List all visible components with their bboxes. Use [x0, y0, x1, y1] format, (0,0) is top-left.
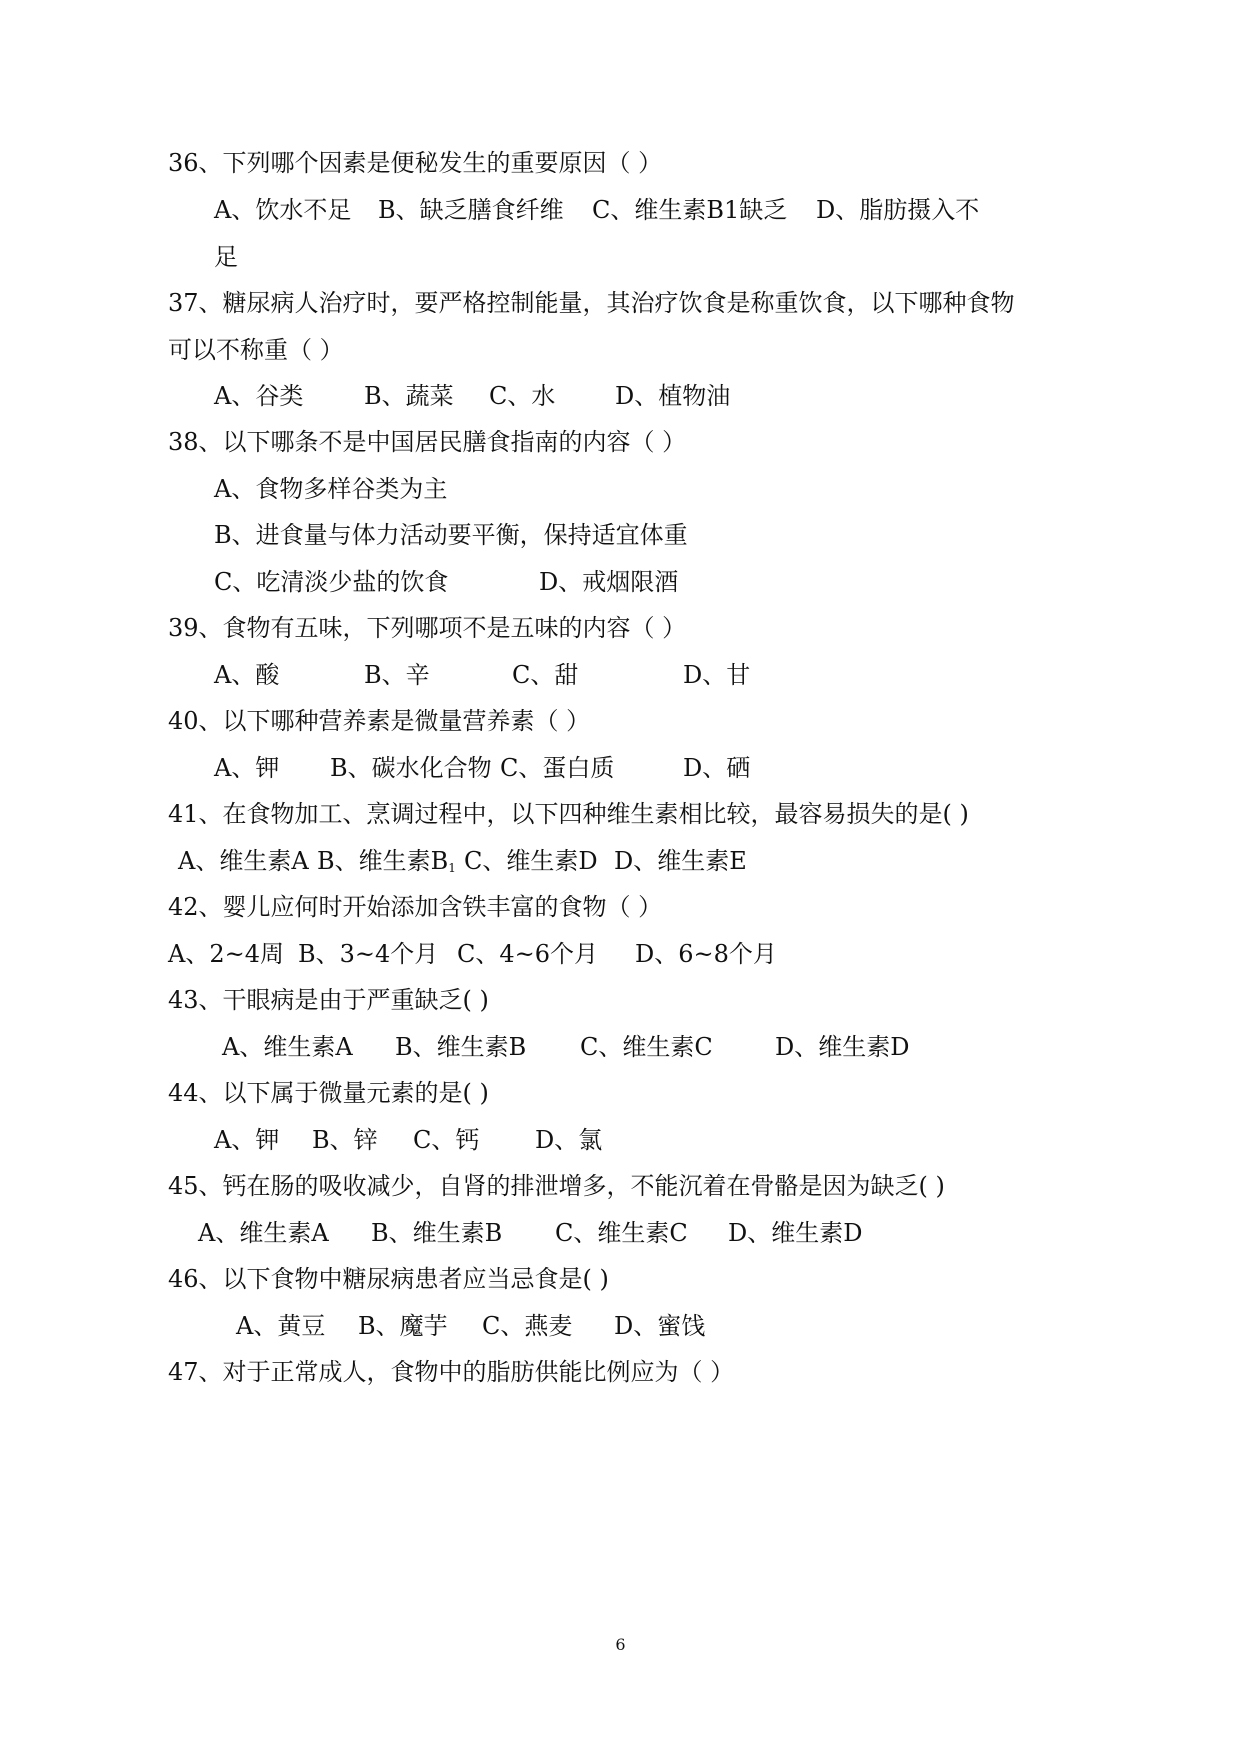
option-a: A、酸: [214, 661, 280, 689]
question-43: 43、干眼病是由于严重缺乏( ): [168, 986, 489, 1014]
option-c: C、维生素C: [580, 1033, 713, 1061]
option-c: C、燕麦: [482, 1312, 573, 1340]
option-d: D、戒烟限酒: [539, 568, 679, 596]
option-b: B、3~4个月: [298, 940, 439, 968]
question-44: 44、以下属于微量元素的是( ): [168, 1079, 489, 1107]
option-a: A、维生素A: [222, 1033, 353, 1061]
option-b: B、蔬菜: [364, 382, 454, 410]
option-a: A、2~4周: [168, 940, 284, 968]
question-46: 46、以下食物中糖尿病患者应当忌食是( ): [168, 1265, 609, 1293]
option-d: D、6~8个月: [635, 940, 777, 968]
option-d: D、蜜饯: [614, 1312, 706, 1340]
option-b: B、辛: [364, 661, 430, 689]
option-a: A、维生素A: [198, 1219, 329, 1247]
option-c: C、4~6个月: [457, 940, 599, 968]
option-b-text: B、维生素B: [317, 847, 449, 875]
question-36-continuation: 足: [214, 243, 238, 271]
option-a: A、谷类: [214, 382, 304, 410]
option-c: C、水: [489, 382, 556, 410]
option-d: D、维生素D: [775, 1033, 910, 1061]
option-b: B、碳水化合物: [330, 754, 492, 782]
option-a: A、饮水不足: [214, 196, 352, 224]
question-38-option-b: B、进食量与体力活动要平衡，保持适宜体重: [214, 521, 688, 549]
option-b: B、锌: [312, 1126, 378, 1154]
option-b: B、缺乏膳食纤维: [378, 196, 564, 224]
option-d: D、甘: [683, 661, 751, 689]
option-c: C、维生素C: [555, 1219, 688, 1247]
question-39: 39、食物有五味，下列哪项不是五味的内容（ ）: [168, 614, 687, 642]
question-36: 36、下列哪个因素是便秘发生的重要原因（ ）: [168, 149, 663, 177]
option-d: D、维生素E: [614, 847, 747, 875]
option-c: C、吃清淡少盐的饮食: [214, 568, 449, 596]
page-number: 6: [615, 1635, 626, 1654]
option-d: D、维生素D: [728, 1219, 863, 1247]
question-37: 37、糖尿病人治疗时，要严格控制能量，其治疗饮食是称重饮食，以下哪种食物: [168, 289, 1015, 317]
option-c: C、甜: [512, 661, 579, 689]
option-c: C、钙: [413, 1126, 480, 1154]
question-47: 47、对于正常成人，食物中的脂肪供能比例应为（ ）: [168, 1358, 735, 1386]
option-b: B、魔芋: [358, 1312, 448, 1340]
question-41: 41、在食物加工、烹调过程中，以下四种维生素相比较，最容易损失的是( ): [168, 800, 969, 828]
option-c: C、蛋白质: [500, 754, 615, 782]
option-b: [317, 846, 456, 876]
option-d: D、氯: [535, 1126, 603, 1154]
option-b: B、维生素B: [395, 1033, 527, 1061]
option-a: A、钾: [214, 754, 280, 782]
option-d: D、植物油: [615, 382, 731, 410]
option-b-subscript: 1: [448, 861, 456, 875]
option-d: D、硒: [683, 754, 751, 782]
question-45: 45、钙在肠的吸收减少，自肾的排泄增多，不能沉着在骨骼是因为缺乏( ): [168, 1172, 945, 1200]
question-37-line-2: 可以不称重（ ）: [168, 336, 344, 364]
option-a: A、钾: [214, 1126, 280, 1154]
option-b: B、维生素B: [371, 1219, 503, 1247]
question-38-option-a: A、食物多样谷类为主: [214, 475, 448, 503]
option-c: C、维生素D: [464, 847, 598, 875]
question-42: 42、婴儿应何时开始添加含铁丰富的食物（ ）: [168, 893, 663, 921]
question-38: 38、以下哪条不是中国居民膳食指南的内容（ ）: [168, 428, 687, 456]
question-40: 40、以下哪种营养素是微量营养素（ ）: [168, 707, 591, 735]
option-a: A、维生素A: [178, 847, 309, 875]
option-c: C、维生素B1缺乏: [592, 196, 788, 224]
option-a: A、黄豆: [236, 1312, 326, 1340]
option-d: D、脂肪摄入不: [816, 196, 980, 224]
